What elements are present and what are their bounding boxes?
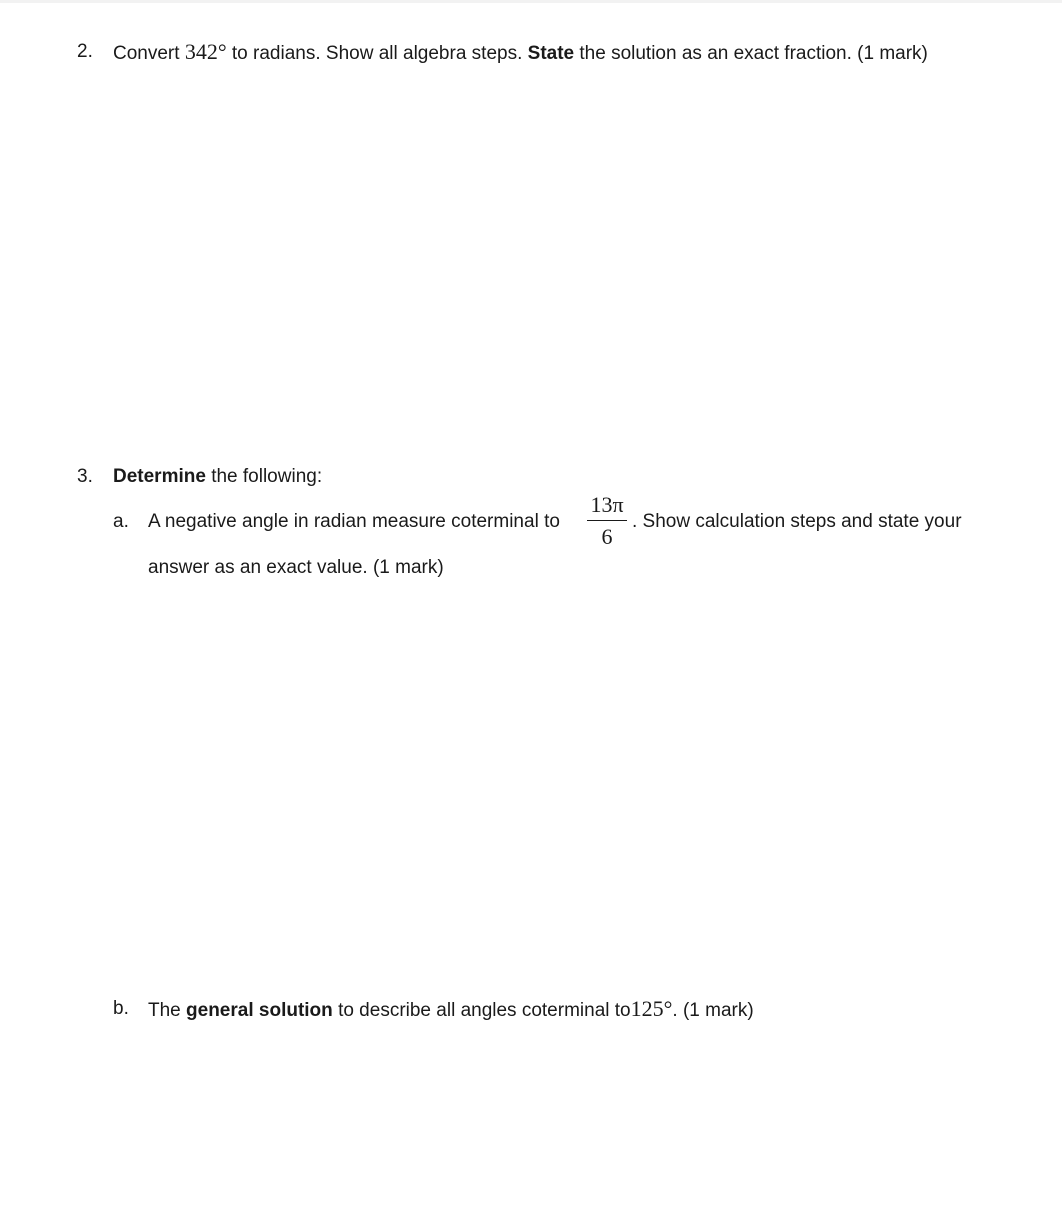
question-3-text-after: the following:	[211, 466, 323, 487]
question-3a-text-before: A negative angle in radian measure coterminal to	[148, 511, 560, 532]
question-2-bold-word: State	[527, 43, 575, 64]
question-3-heading	[113, 465, 322, 489]
question-3b-text-after: . (1 mark)	[672, 1000, 754, 1021]
question-3a-label: a.	[113, 511, 129, 532]
question-3b-angle: 125°	[630, 996, 673, 1021]
question-3a-text-after: . Show calculation steps and state your	[632, 511, 962, 532]
fraction-bar	[587, 520, 627, 521]
fraction-denominator: 6	[601, 524, 613, 549]
question-3b-text	[148, 997, 754, 1023]
question-3b-text-middle: to describe all angles coterminal to	[338, 1000, 631, 1021]
question-2-angle: 342°	[184, 39, 227, 64]
question-3a-fraction	[585, 493, 629, 549]
question-2-text-before: Convert	[113, 43, 180, 64]
question-3b-label: b.	[113, 998, 129, 1019]
fraction-numerator: 13π	[590, 492, 624, 517]
question-3b-bold-phrase: general solution	[186, 1000, 333, 1021]
question-2-text	[113, 40, 928, 66]
question-2-text-after: the solution as an exact fraction. (1 mark)	[579, 43, 928, 64]
question-2-text-middle: to radians. Show all algebra steps.	[231, 43, 523, 64]
question-3-number: 3.	[77, 466, 93, 487]
page-top-edge	[0, 0, 1062, 3]
question-3b-text-before: The	[148, 1000, 181, 1021]
question-3a-continuation: answer as an exact value. (1 mark)	[148, 557, 444, 578]
question-3-bold-word: Determine	[113, 466, 206, 487]
question-2-number: 2.	[77, 41, 93, 62]
